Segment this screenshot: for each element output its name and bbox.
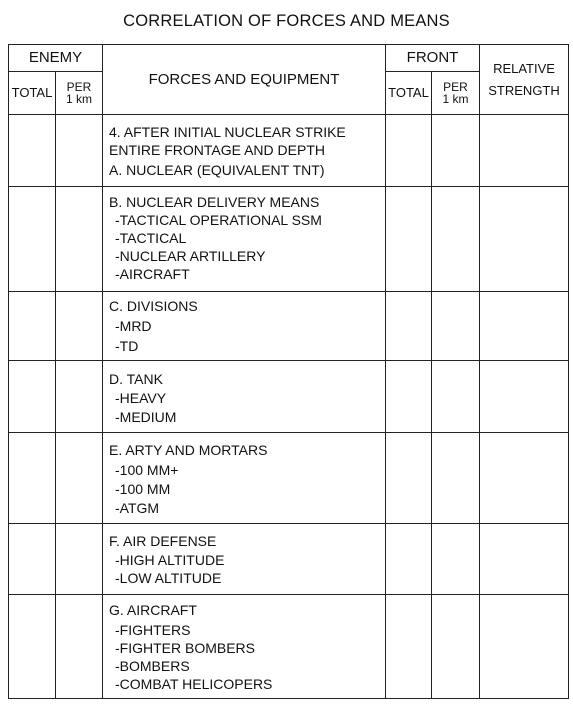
- forces-cell: [103, 361, 386, 433]
- enemy-total-cell: [9, 595, 56, 699]
- section-heading: ENTIRE FRONTAGE AND DEPTH: [109, 142, 325, 158]
- relative-strength-line1: RELATIVE: [493, 60, 555, 76]
- relative-strength-line2: STRENGTH: [488, 82, 560, 98]
- section-heading: 4. AFTER INITIAL NUCLEAR STRIKE: [109, 124, 346, 140]
- forces-cell: [103, 433, 386, 524]
- front-per-km-cell: [432, 292, 480, 361]
- list-item: -ATGM: [115, 500, 160, 516]
- enemy-per-line2: 1 km: [65, 92, 92, 106]
- front-per-km-cell: [432, 187, 480, 292]
- forces-cell: [103, 524, 386, 595]
- table-row: [9, 595, 569, 699]
- front-total-header: TOTAL: [386, 72, 432, 115]
- list-item: -TACTICAL: [115, 230, 187, 246]
- table-row: [9, 361, 569, 433]
- front-total-cell: [386, 187, 432, 292]
- relative-strength-cell: [480, 361, 569, 433]
- enemy-total-cell: [9, 361, 56, 433]
- relative-strength-cell: [480, 292, 569, 361]
- relative-strength-cell: [480, 524, 569, 595]
- enemy-total-cell: [9, 187, 56, 292]
- list-item: -FIGHTERS: [115, 622, 191, 638]
- correlation-table: [8, 44, 569, 699]
- front-total-cell: [386, 292, 432, 361]
- list-item: -TD: [115, 338, 139, 354]
- table-row: [9, 433, 569, 524]
- enemy-per-line1: PER: [66, 80, 92, 94]
- list-item: -NUCLEAR ARTILLERY: [115, 248, 266, 264]
- front-total-cell: [386, 361, 432, 433]
- list-item: -AIRCRAFT: [115, 266, 190, 282]
- front-total-cell: [386, 433, 432, 524]
- list-item: -MRD: [115, 318, 152, 334]
- enemy-per-km-cell: [56, 292, 103, 361]
- enemy-per-km-header: [56, 72, 103, 115]
- enemy-per-km-cell: [56, 524, 103, 595]
- section-heading: D. TANK: [109, 371, 163, 387]
- section-heading: A. NUCLEAR (EQUIVALENT TNT): [109, 162, 325, 178]
- enemy-per-km-cell: [56, 361, 103, 433]
- list-item: -MEDIUM: [115, 409, 177, 425]
- section-heading: F. AIR DEFENSE: [109, 533, 217, 549]
- list-item: -COMBAT HELICOPERS: [115, 676, 273, 692]
- forces-cell: [103, 115, 386, 187]
- forces-cell: [103, 595, 386, 699]
- enemy-per-km-cell: [56, 115, 103, 187]
- list-item: -100 MM: [115, 481, 171, 497]
- forces-equipment-header: FORCES AND EQUIPMENT: [103, 45, 386, 115]
- front-per-line1: PER: [443, 80, 468, 94]
- enemy-per-km-cell: [56, 433, 103, 524]
- section-heading: E. ARTY AND MORTARS: [109, 442, 268, 458]
- forces-cell: [103, 292, 386, 361]
- forces-cell: [103, 187, 386, 292]
- relative-strength-cell: [480, 187, 569, 292]
- list-item: -BOMBERS: [115, 658, 190, 674]
- enemy-total-header: TOTAL: [9, 72, 56, 115]
- list-item: -100 MM+: [115, 462, 179, 478]
- enemy-total-cell: [9, 524, 56, 595]
- list-item: -HEAVY: [115, 390, 167, 406]
- enemy-total-cell: [9, 115, 56, 187]
- enemy-per-km-cell: [56, 187, 103, 292]
- section-heading: G. AIRCRAFT: [109, 602, 197, 618]
- relative-strength-cell: [480, 433, 569, 524]
- front-per-km-cell: [432, 595, 480, 699]
- list-item: -TACTICAL OPERATIONAL SSM: [115, 212, 322, 228]
- section-heading: C. DIVISIONS: [109, 298, 198, 314]
- relative-strength-cell: [480, 595, 569, 699]
- table-row: [9, 292, 569, 361]
- front-per-km-cell: [432, 361, 480, 433]
- front-per-km-cell: [432, 524, 480, 595]
- page-title: CORRELATION OF FORCES AND MEANS: [123, 12, 450, 30]
- list-item: -HIGH ALTITUDE: [115, 552, 225, 568]
- front-per-km-header: [432, 72, 480, 115]
- enemy-total-cell: [9, 292, 56, 361]
- front-total-cell: [386, 524, 432, 595]
- enemy-total-cell: [9, 433, 56, 524]
- table-row: [9, 115, 569, 187]
- relative-strength-header: [480, 45, 569, 115]
- section-heading: B. NUCLEAR DELIVERY MEANS: [109, 194, 320, 210]
- relative-strength-cell: [480, 115, 569, 187]
- front-per-km-cell: [432, 115, 480, 187]
- enemy-per-km-cell: [56, 595, 103, 699]
- list-item: -FIGHTER BOMBERS: [115, 640, 256, 656]
- front-header: FRONT: [386, 45, 480, 72]
- front-total-cell: [386, 115, 432, 187]
- front-per-line2: 1 km: [442, 92, 469, 106]
- enemy-header: ENEMY: [9, 45, 103, 72]
- front-total-cell: [386, 595, 432, 699]
- list-item: -LOW ALTITUDE: [115, 570, 222, 586]
- table-row: [9, 187, 569, 292]
- front-per-km-cell: [432, 433, 480, 524]
- table-row: [9, 524, 569, 595]
